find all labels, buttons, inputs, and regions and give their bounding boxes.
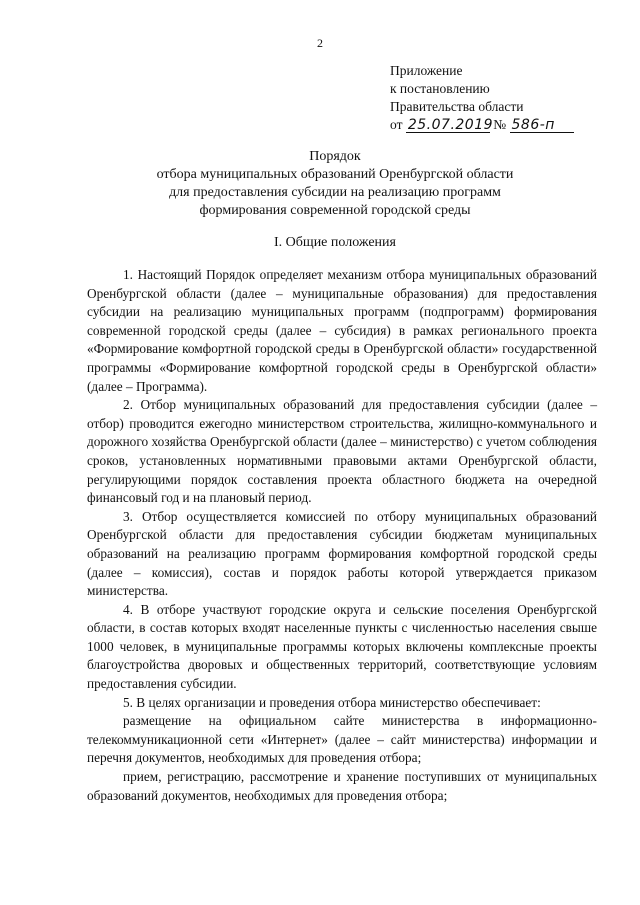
paragraph: прием, регистрацию, рассмотрение и хранение поступивших от муниципальных образований документов, необходимых для проведения отбора; [87,769,597,803]
appendix-line-date [390,116,574,134]
paragraph: 2. Отбор муниципальных образований для предоставления субсидии (далее – отбор) проводится ежегодно министерством строительства, жилищно-коммунального и дорожного хозяйства Оренбургской области (далее – министерство) с учетом соблюдения сроков, установленных нормативными правовыми актами Оренбургской области, регулирующими порядок составления проекта областного бюджета на очередной финансовый год и на плановый период. [87,397,597,506]
title-line-1: Порядок [309,149,361,164]
paragraph: размещение на официальном сайте министерства в информационно-телекоммуникационной сети «Интернет» (далее – сайт министерства) информации и перечня документов, необходимых для проведения отбора; [87,713,597,766]
appendix-line-3: Правительства области [390,99,524,114]
appendix-line-1: Приложение [390,63,463,78]
appendix-block [390,62,574,134]
title-line-2: отбора муниципальных образований Оренбургской области [156,167,514,182]
page-number: 2 [317,36,323,50]
from-label: от [390,117,403,132]
paragraph: 5. В целях организации и проведения отбора министерство обеспечивает: [123,694,541,710]
handwritten-number: 586-п [510,118,574,133]
title-line-4: формирования современной городской среды [199,203,471,218]
document-title [80,148,590,220]
paragraph: 4. В отборе участвуют городские округа и сельские поселения Оренбургской области, в состав которых входят населенные пункты с численностью населения свыше 1000 человек, в муниципальные программы которых включены комплексные проекты благоустройства дворовых и общественных территорий, соответствующие условиям предоставления субсидии. [87,601,597,692]
section-heading: I. Общие положения [274,235,396,250]
appendix-line-2: к постановлению [390,81,490,96]
handwritten-date: 25.07.2019 [407,117,494,133]
paragraph: 3. Отбор осуществляется комиссией по отбору муниципальных образований Оренбургской области для предоставления субсидии бюджетам муниципальных образований на реализацию программ формирования комфортной городской среды (далее – комиссия), состав и порядок работы которой утверждается приказом министерства. [87,508,597,599]
document-body [87,266,597,805]
number-label: № [493,117,507,132]
title-line-3: для предоставления субсидии на реализацию программ [169,185,501,200]
paragraph: 1. Настоящий Порядок определяет механизм отбора муниципальных образований Оренбургской области (далее – муниципальные образования) для предоставления субсидии на реализацию муниципальных программ (подпрограмм) формирования современной городской среды (далее – субсидия) в рамках регионального проекта «Формирование комфортной городской среды в Оренбургской области» государственной программы «Формирование комфортной городской среды в Оренбургской области» (далее – Программа). [87,267,597,394]
